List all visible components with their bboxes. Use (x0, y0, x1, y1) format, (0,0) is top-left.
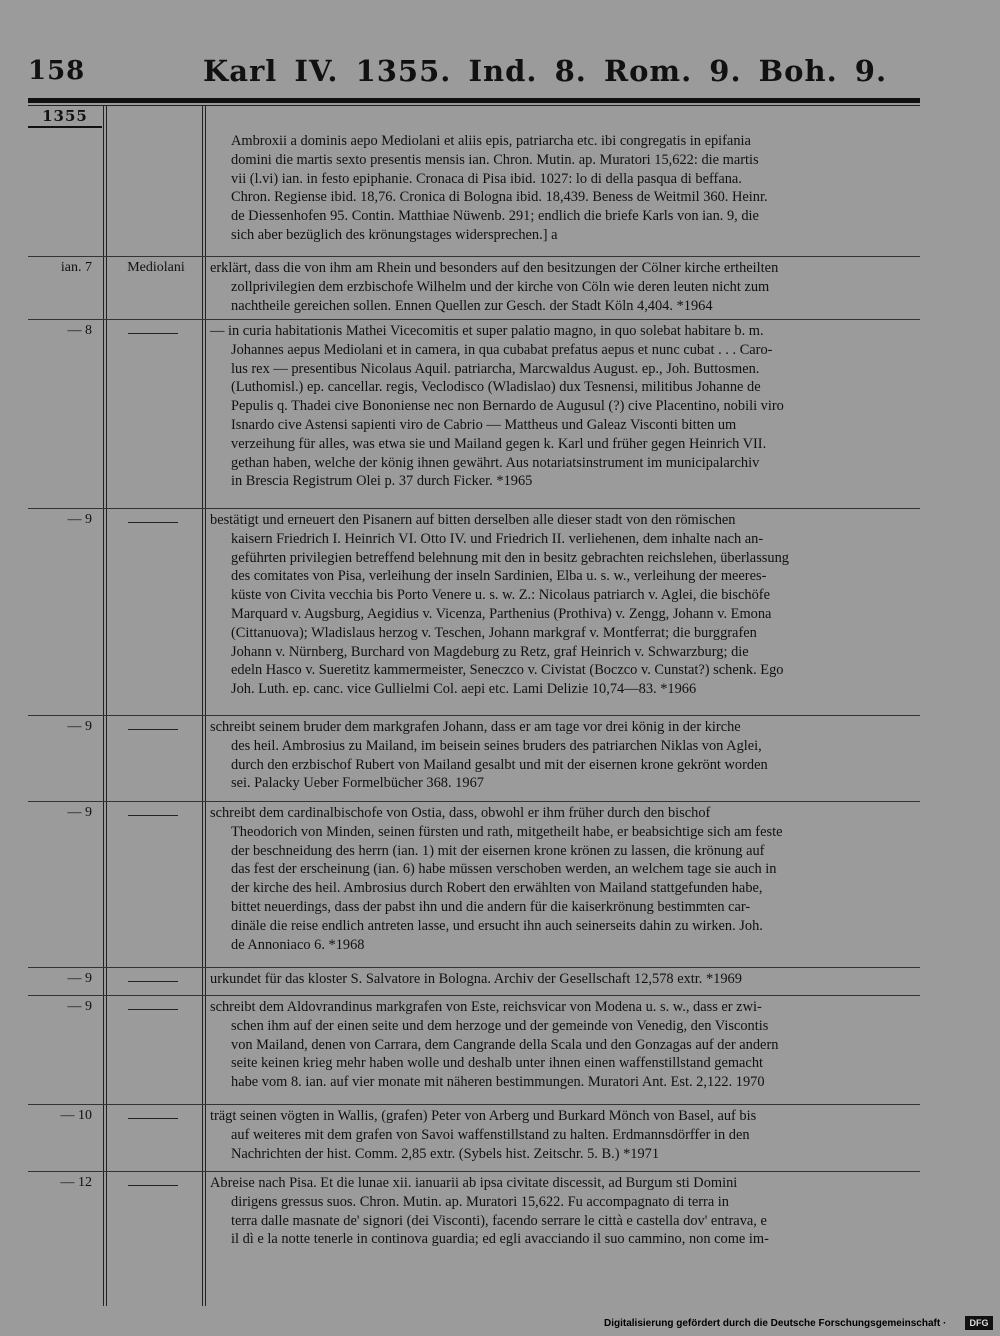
entry-text-line: il dì e la notte tenerle in continova guardia; ed egli avacciando il suo cammino, non come im- (231, 1231, 769, 1248)
entry-text-line: durch den erzbischof Rubert von Mailand gesalbt und mit der eisernen krone gekrönt worden (231, 756, 768, 773)
entry-text-line: Abreise nach Pisa. Et die lunae xii. ianuarii ab ipsa civitate discessit, ad Burgum sti Domini (210, 1175, 738, 1191)
entry-text-line: der kirche des heil. Ambrosius durch Robert den erwählten von Mailand stattgefunden habe, (231, 880, 763, 897)
entry-text-line: seite keinen krieg mehr haben wolle und deshalb unter ihnen einen waffenstillstand gemacht (231, 1055, 764, 1072)
entry-text-line: sich aber bezüglich des krönungstages widersprechen.] a (231, 227, 558, 243)
entry-date: ian. 7 (60, 260, 92, 275)
entry-text-line: Pepulis q. Thadei cive Bononiense nec non Bernardo de Augusul (?) cive Placentino, nobili viro (231, 398, 784, 415)
page-header (28, 48, 928, 94)
entry-text-line: domini die martis sexto presentis mensis ian. Chron. Mutin. ap. Muratori 15,622: die martis (231, 151, 759, 168)
running-head: Karl IV. 1355. Ind. 8. Rom. 9. Boh. 9. (203, 54, 888, 88)
entry-text-line: Johann v. Nürnberg, Burchard von Magdeburg zu Retz, graf Heinrich v. Schwarzburg; die (231, 643, 749, 660)
entry-text-line: kaisern Friedrich I. Heinrich VI. Otto IV. und Friedrich II. verliehenen, dem inhalte nach an- (231, 530, 764, 547)
entry-text-line: (Luthomisl.) ep. cancellar. regis, Veclodisco (Wladislao) dux Tesnensi, militibus Johanne de (231, 379, 761, 396)
entry-date: — 10 (60, 1108, 92, 1123)
entry-text-line: dirigens gressus suos. Chron. Mutin. ap. Muratori 15,622. Fu accompagnato di terra in (231, 1193, 730, 1210)
entry-text-line: schen ihm auf der einen seite und dem herzoge und der gemeinde von Venedig, den Viscontis (231, 1017, 769, 1034)
column-divider-place (202, 106, 203, 1306)
entry-text-line: Chron. Regiense ibid. 18,76. Cronica di Bologna ibid. 18,439. Beness de Weitmil 360. Heinr. (231, 189, 768, 206)
entry-text-line: de Annoniaco 6. *1968 (231, 936, 365, 953)
entry-text-line: küste von Civita vecchia bis Porto Venere u. s. w. Z.: Nicolaus patriarch v. Aglei, die bischöfe (231, 587, 770, 604)
entry-separator (28, 1171, 920, 1172)
entry-text-line: der beschneidung des herrn (ian. 1) mit der eisernen krone krönen zu lassen, die krönung auf (231, 842, 765, 859)
ditto-dash (128, 1009, 178, 1010)
entry-text-line: urkundet für das kloster S. Salvatore in Bologna. Archiv der Gesellschaft 12,578 extr. *1969 (210, 971, 742, 987)
entry-separator (28, 967, 920, 968)
entry-date: — 9 (67, 719, 92, 734)
entry-text-line: trägt seinen vögten in Wallis, (grafen) Peter von Arberg und Burkard Mönch von Basel, auf bis (210, 1108, 757, 1124)
entry-date: — 9 (67, 971, 92, 986)
entry-text-line: nachtheile gereichen sollen. Ennen Quellen zur Gesch. der Stadt Köln 4,404. *1964 (231, 297, 713, 314)
entry-separator (28, 715, 920, 716)
entry-place: Mediolani (127, 260, 185, 275)
entry-text-line: des heil. Ambrosius zu Mailand, im beisein seines bruders des patriarchen Niklas von Aglei, (231, 737, 762, 754)
entry-text-line: bittet neuerdings, dass der pabst ihn und die andern für die kaiserkrönung bestimmten car- (231, 899, 751, 915)
entry-text-line: Ambroxii a dominis aepo Mediolani et aliis epis, patriarcha etc. ibi congregatis in epifania (231, 133, 751, 149)
entry-separator (28, 256, 920, 257)
entry-text-line: gethan haben, welche der könig ihnen gewährt. Aus notariatsinstrument im municipalarchiv (231, 454, 760, 471)
entry-text-line: (Cittanuova); Wladislaus herzog v. Teschen, Johann markgraf v. Montferrat; die burggrafen (231, 624, 757, 641)
year-label: 1355 (28, 106, 102, 128)
entry-text-line: de Diessenhofen 95. Contin. Matthiae Nüwenb. 291; endlich die briefe Karls von ian. 9, die (231, 208, 759, 225)
ditto-dash (128, 522, 178, 523)
entry-separator (28, 995, 920, 996)
entry-text-line: edeln Hasco v. Sueretitz kammermeister, Seneczco v. Civistat (Boczco v. Cunstat?) schenk. Ego (231, 662, 784, 679)
entry-text-line: verzeihung für alles, was etwa sie und Mailand gegen k. Karl und früher gegen Heinrich VII. (231, 435, 767, 452)
entry-date: — 12 (60, 1175, 92, 1190)
entry-text-line: schreibt dem cardinalbischofe von Ostia, dass, obwohl er ihm früher durch den bischof (210, 805, 711, 821)
entry-text-line: terra dalle masnate de' signori (dei Visconti), facendo serrare le città e castella dov' entrava, e (231, 1212, 767, 1229)
entry-text-line: Isnardo cive Astensi sapienti viro de Cabrio — Mattheus und Galeaz Visconti bitten um (231, 417, 737, 433)
entry-text-line: schreibt seinem bruder dem markgrafen Johann, dass er am tage vor drei könig in der kirche (210, 719, 741, 735)
entry-text-line: des comitates von Pisa, verleihung der inseln Sardinien, Elba u. s. w., verleihung der meeres- (231, 568, 767, 585)
ditto-dash (128, 1185, 178, 1186)
entry-text-line: Johannes aepus Mediolani et in camera, in qua cubabat prefatus aepus et nunc cubat . . . Caro- (231, 341, 773, 358)
entry-date: — 8 (67, 323, 92, 338)
entry-text-line: lus rex — presentibus Nicolaus Aquil. patriarcha, Marcwaldus August. ep., Joh. Buttosmen. (231, 360, 760, 377)
entry-separator (28, 1104, 920, 1105)
ditto-dash (128, 729, 178, 730)
entry-text-line: bestätigt und erneuert den Pisanern auf bitten derselben alle dieser stadt von den römischen (210, 512, 736, 528)
ditto-dash (128, 815, 178, 816)
entry-text-line: schreibt dem Aldovrandinus markgrafen von Este, reichsvicar von Modena u. s. w., dass er zwi- (210, 999, 762, 1015)
entry-separator (28, 801, 920, 802)
entry-date: — 9 (67, 512, 92, 527)
entry-text-line: auf weiteres mit dem grafen von Savoi waffenstillstand zu halten. Erdmannsdörffer in den (231, 1126, 750, 1143)
ditto-dash (128, 333, 178, 334)
header-rule-thin (28, 105, 920, 106)
entry-text-line: sei. Palacky Ueber Formelbücher 368. 1967 (231, 775, 484, 792)
entry-date: — 9 (67, 999, 92, 1014)
entry-text-line: Nachrichten der hist. Comm. 2,85 extr. (Sybels hist. Zeitschr. 5. B.) *1971 (231, 1145, 660, 1162)
entry-text-line: erklärt, dass die von ihm am Rhein und besonders auf den besitzungen der Cölner kirche ertheilten (210, 260, 779, 276)
entry-text-line: von Mailand, denen von Carrara, dem Cangrande della Scala und den Gonzagas auf der andern (231, 1036, 779, 1053)
footer-credit: Digitalisierung gefördert durch die Deutsche Forschungsgemeinschaft · (604, 1318, 947, 1329)
entry-text-line: — in curia habitationis Mathei Vicecomitis et super palatio magno, in quo solebat habitare b. m. (210, 323, 764, 339)
entry-text-line: habe vom 8. ian. auf vier monate mit näheren bestimmungen. Muratori Ant. Est. 2,122. 1970 (231, 1074, 765, 1091)
entry-text-line: Theodorich von Minden, seinen fürsten und rath, mitgetheilt habe, er beabsichtige sich am feste (231, 823, 783, 840)
entry-text-line: vii (l.vi) ian. in festo epiphanie. Cronaca di Pisa ibid. 1027: lo di della pasqua di beffana. (231, 170, 742, 187)
entry-text-line: dinäle die reise endlich antreten lasse, und ersucht ihn auch seinerseits dahin zu wirken. Joh. (231, 917, 763, 934)
entry-text-line: in Brescia Registrum Olei p. 37 durch Ficker. *1965 (231, 473, 533, 490)
column-divider-date-2 (106, 106, 107, 1306)
entry-text-line: zollprivilegien dem erzbischofe Wilhelm und der kirche von Cöln wie deren leuten nicht zum (231, 278, 770, 295)
entry-date: — 9 (67, 805, 92, 820)
ditto-dash (128, 981, 178, 982)
entry-text-line: Joh. Luth. ep. canc. vice Gullielmi Col. aepi etc. Lami Delizie 10,74—83. *1966 (231, 681, 697, 698)
dfg-logo: DFG (965, 1316, 993, 1330)
entry-text-line: geführten privilegien betreffend belehnung mit den in besitz gebrachten reichslehen, überlassung (231, 549, 789, 566)
header-rule (28, 98, 920, 103)
column-divider-date (103, 106, 104, 1306)
entry-separator (28, 319, 920, 320)
page-number: 158 (28, 56, 86, 86)
ditto-dash (128, 1118, 178, 1119)
entry-text-line: Marquard v. Augsburg, Aegidius v. Vicenza, Parthenius (Prothiva) v. Zengg, Johann v. Emona (231, 606, 772, 622)
entry-separator (28, 508, 920, 509)
column-divider-place-2 (205, 106, 206, 1306)
entry-text-line: das fest der erscheinung (ian. 6) habe müssen verschoben werden, an welchem tage sie auch in (231, 861, 777, 878)
